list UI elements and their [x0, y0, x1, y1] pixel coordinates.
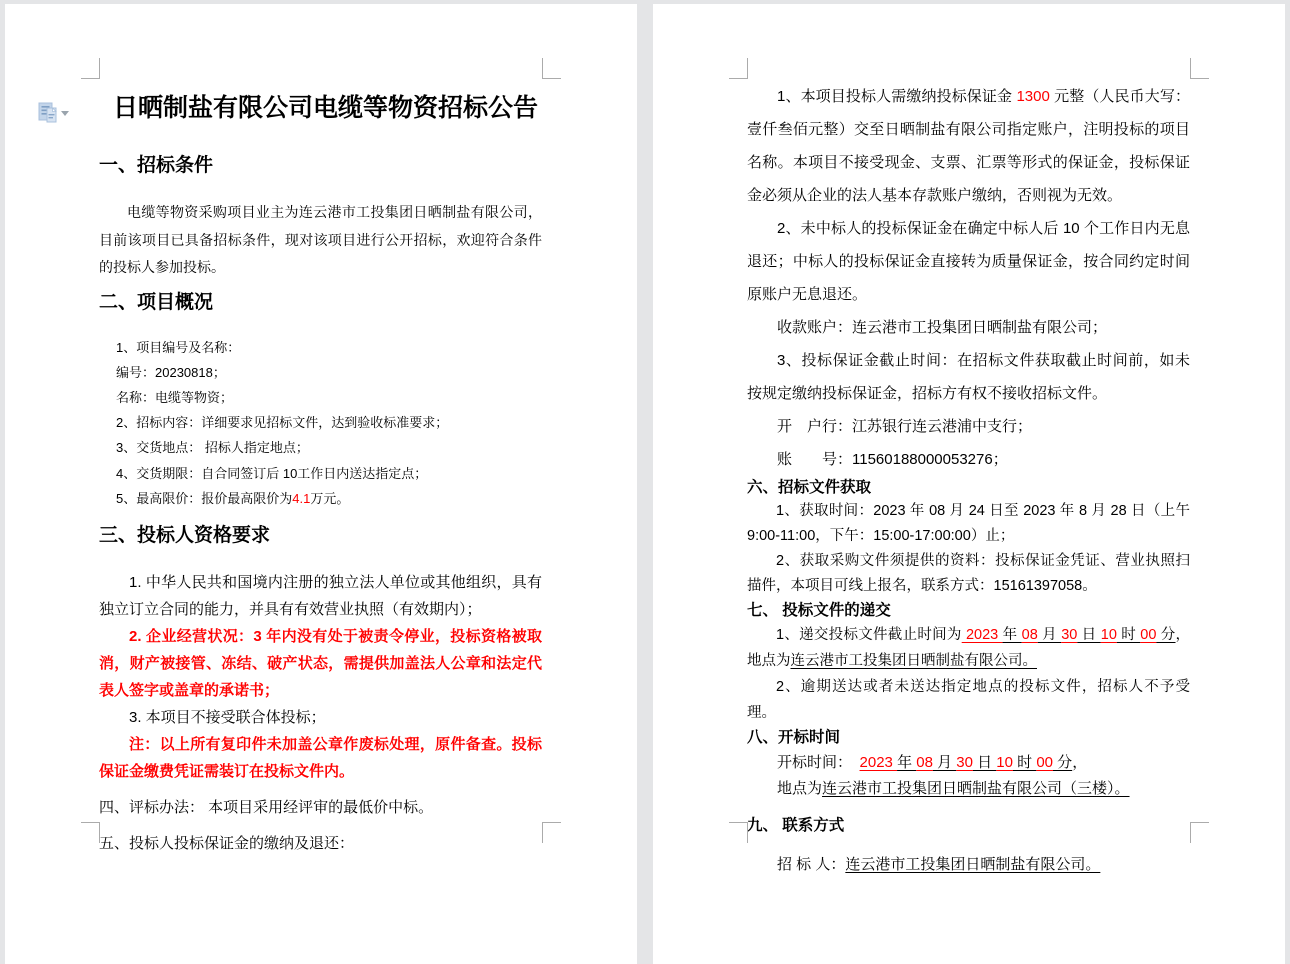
list-item: 1、项目编号及名称：	[116, 339, 241, 355]
paragraph-bank: 开 户行：江苏银行连云港浦中支行；	[777, 418, 1033, 435]
paragraph-tenderer: 招 标 人：连云港市工投集团日晒制盐有限公司。	[777, 856, 1101, 873]
qualification-note: 注：以上所有复印件未加盖公章作废标处理，原件备查。投标保证金缴费凭证需装订在投标文件内。	[99, 735, 542, 780]
paragraph-obtain-materials: 2、获取采购文件须提供的资料：投标保证金凭证、营业执照扫描件，本项目可线上报名，联系方式：15161397058。	[747, 553, 1190, 594]
line-section-5: 五、投标人投标保证金的缴纳及退还：	[99, 834, 355, 852]
margin-mark-top-right	[542, 58, 561, 79]
margin-mark-bottom-left	[81, 822, 100, 843]
margin-mark-top-right	[1190, 58, 1209, 79]
paragraph-opening-time: 开标时间： 2023 年 08 月 30 日 10 时 00 分，	[777, 754, 1088, 771]
paragraph-submission-deadline: 1、递交投标文件截止时间为 2023 年 08 月 30 日 10 时 00 分，地点为连云港市工投集团日晒制盐有限公司。	[747, 627, 1191, 669]
heading-section-2: 二、项目概况	[99, 291, 214, 313]
heading-section-1: 一、招标条件	[99, 155, 214, 176]
paragraph-account-number: 账 号：11560188000053276；	[777, 451, 1008, 468]
heading-section-8: 八、开标时间	[747, 729, 841, 746]
document-page-1[interactable]	[5, 4, 637, 964]
heading-section-7: 七、 投标文件的递交	[747, 602, 891, 619]
list-item: 编号：20230818；	[116, 364, 226, 380]
deposit-section	[747, 80, 1190, 476]
line-section-4: 四、评标办法： 本项目采用经评审的最低价中标。	[99, 798, 434, 816]
paragraph-payee-account: 收款账户：连云港市工投集团日晒制盐有限公司；	[777, 319, 1108, 336]
qualification-item: 2. 企业经营状况：3 年内没有处于被责令停业，投标资格被取消，财产被接管、冻结、破产状态，需提供加盖法人公章和法定代表人签字或盖章的承诺书；	[99, 627, 542, 699]
heading-section-9: 九、 联系方式	[747, 817, 845, 834]
margin-mark-bottom-right	[542, 822, 561, 843]
paragraph-deposit-3: 3、投标保证金截止时间：在招标文件获取截止时间前，如未按规定缴纳投标保证金，招标方有权不接收招标文件。	[747, 352, 1190, 402]
list-item: 4、交货期限：自合同签订后 10工作日内送达指定点；	[116, 465, 428, 481]
list-item: 名称：电缆等物资；	[116, 389, 234, 405]
margin-mark-bottom-right	[1190, 822, 1209, 843]
paragraph-opening-location: 地点为连云港市工投集团日晒制盐有限公司（三楼）。	[777, 780, 1130, 797]
heading-section-6: 六、招标文件获取	[747, 479, 872, 496]
paragraph-bidding-conditions: 电缆等物资采购项目业主为连云港市工投集团日晒制盐有限公司，目前该项目已具备招标条件，现对该项目进行公开招标，欢迎符合条件的投标人参加投标。	[99, 204, 542, 275]
paragraph-deposit-1: 1、本项目投标人需缴纳投标保证金 1300 元整（人民币大写：壹仟叁佰元整）交至日晒制盐有限公司指定账户，注明投标的项目名称。本项目不接受现金、支票、汇票等形式的保证金，投标保证金必须从企业的法人基本存款账户缴纳，否则视为无效。	[747, 88, 1190, 204]
clipboard-paste-icon	[38, 102, 57, 123]
heading-section-3: 三、投标人资格要求	[99, 524, 271, 546]
qualification-item: 3. 本项目不接受联合体投标；	[129, 708, 326, 726]
qualification-item: 1. 中华人民共和国境内注册的独立法人单位或其他组织，具有独立订立合同的能力，并具有有效营业执照（有效期内）；	[99, 573, 542, 618]
paragraph-late-submission: 2、逾期送达或者未送达指定地点的投标文件，招标人不予受理。	[747, 679, 1190, 721]
margin-mark-top-left	[81, 58, 100, 79]
list-item: 2、招标内容：详细要求见招标文件，达到验收标准要求；	[116, 415, 449, 431]
list-item: 5、最高限价：报价最高限价为4.1万元。	[116, 490, 350, 506]
margin-mark-bottom-left	[729, 822, 748, 843]
paragraph-deposit-2: 2、未中标人的投标保证金在确定中标人后 10 个工作日内无息退还；中标人的投标保证金直接转为质量保证金，按合同约定时间原账户无息退还。	[747, 220, 1190, 303]
chevron-down-icon[interactable]	[61, 111, 69, 116]
margin-mark-top-left	[729, 58, 748, 79]
paragraph-obtain-time: 1、获取时间：2023 年 08 月 24 日至 2023 年 8 月 28 日（上午 9:00-11:00，下午：15:00-17:00:00）止；	[747, 503, 1190, 544]
project-overview-list	[99, 335, 542, 511]
document-page-2[interactable]	[653, 4, 1285, 964]
paste-options-button[interactable]	[38, 99, 78, 125]
list-item: 3、交货地点： 招标人指定地点；	[116, 440, 309, 456]
document-title: 日晒制盐有限公司电缆等物资招标公告	[113, 94, 539, 122]
